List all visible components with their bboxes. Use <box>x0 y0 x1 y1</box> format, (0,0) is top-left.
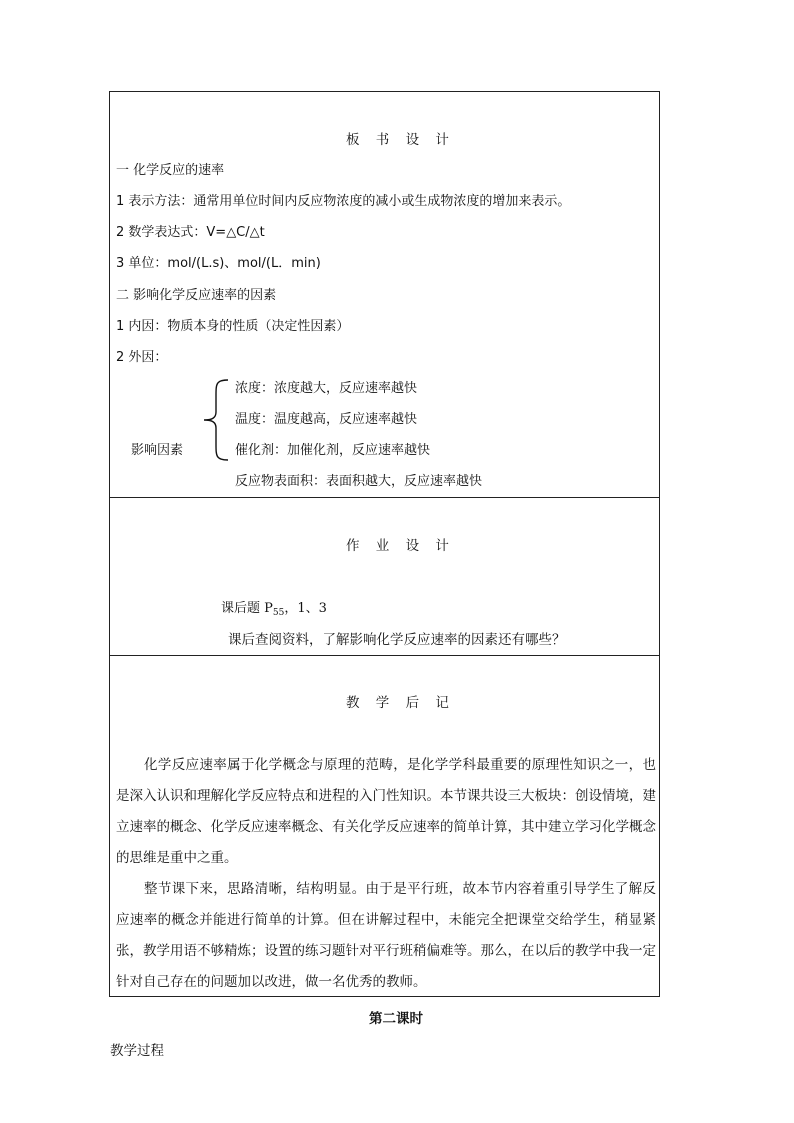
factors-label: 影响因素 <box>131 443 184 458</box>
homework-heading: 作 业 设 计 <box>346 538 455 554</box>
board-heading: 板 书 设 计 <box>346 132 455 148</box>
lesson-title: 第二课时 <box>369 1011 423 1027</box>
line-internal: 1 内因：物质本身的性质（决定性因素） <box>116 319 350 334</box>
section2-title: 二 影响化学反应速率的因素 <box>116 288 277 303</box>
line-units: 3 单位：mol/(L.s)、mol/(L．min) <box>116 256 321 271</box>
line-method: 1 表示方法：通常用单位时间内反应物浓度的减小或生成物浓度的增加来表示。 <box>116 194 571 209</box>
divider-1 <box>110 497 659 498</box>
notes-paragraph-2: 整节课下来，思路清晰，结构明显。由于是平行班，故本节内容着重引导学生了解反应速率的概念并能进行简单的计算。但在讲解过程中，未能完全把课堂交给学生，稍显紧张，教学用语不够精炼；设置的练习题针对平行班稍偏难等。那么，在以后的教学中我一定针对自己存在的问题加以改进，做一名优秀的教师。 <box>116 881 656 990</box>
homework-line-1-prefix: 课后题 P <box>221 601 273 616</box>
notes-paragraph-1: 化学反应速率属于化学概念与原理的范畴，是化学学科最重要的原理性知识之一，也是深入认识和理解化学反应特点和进程的入门性知识。本节课共设三大板块：创设情境，建立速率的概念、化学反应速率概念、有关化学反应速率的简单计算，其中建立学习化学概念的思维是重中之重。 <box>116 757 656 866</box>
curly-brace-icon <box>202 378 230 462</box>
section1-title: 一 化学反应的速率 <box>116 163 225 178</box>
factor-catalyst: 催化剂：加催化剂，反应速率越快 <box>235 443 431 458</box>
notes-heading: 教 学 后 记 <box>346 695 455 711</box>
line-external: 2 外因： <box>116 350 168 365</box>
line-formula: 2 数学表达式：V=△C/△t <box>116 225 265 240</box>
homework-line-1-suffix: ，1、3 <box>284 601 327 616</box>
divider-2 <box>110 655 659 656</box>
homework-page-subscript: 55 <box>272 608 285 618</box>
process-label: 教学过程 <box>110 1043 164 1059</box>
homework-line-1 <box>221 601 327 621</box>
homework-line-2: 课后查阅资料，了解影响化学反应速率的因素还有哪些？ <box>228 632 566 648</box>
factor-concentration: 浓度：浓度越大，反应速率越快 <box>235 381 418 396</box>
factor-temperature: 温度：温度越高，反应速率越快 <box>235 412 418 427</box>
lesson-plan-table <box>109 91 660 997</box>
factor-surface-area: 反应物表面积：表面积越大，反应速率越快 <box>235 474 483 489</box>
